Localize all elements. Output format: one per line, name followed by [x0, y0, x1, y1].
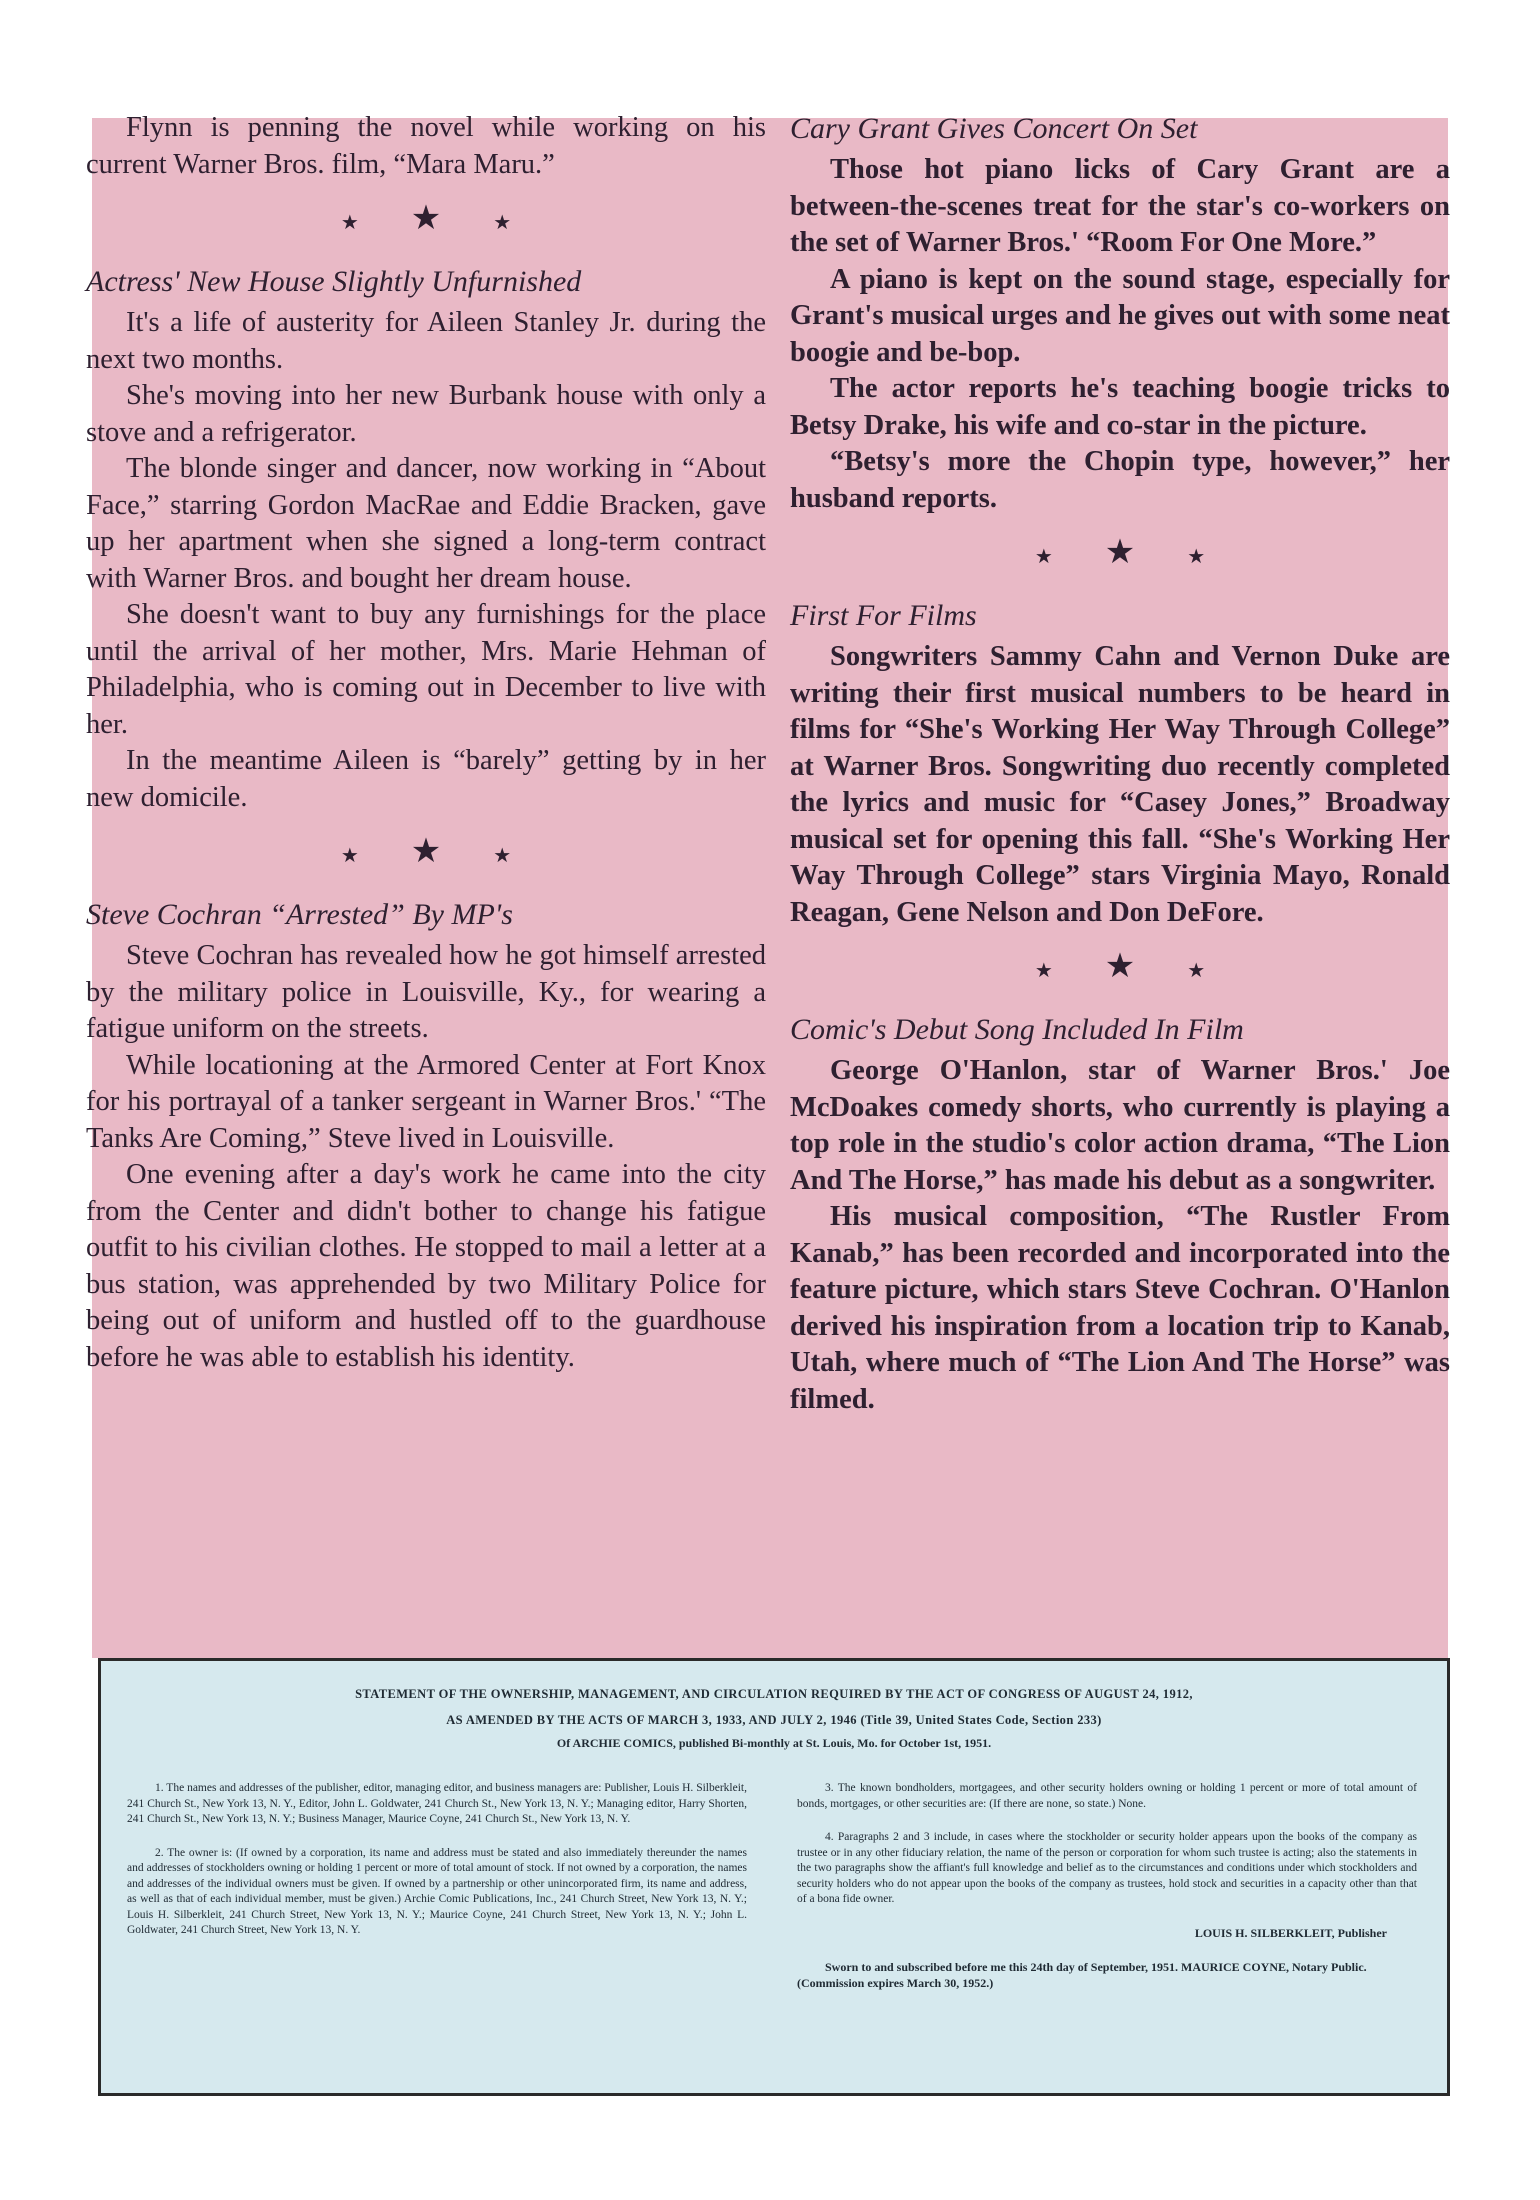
article-paragraph: The blonde singer and dancer, now working in “About Face,” starring Gordon MacRae and Eddie Bracken, gave up her apartment when she signed a long-term contract with Warner Bros. and bought her dream house.	[86, 453, 766, 594]
publisher-signature: LOUIS H. SILBERKLEIT, Publisher	[1194, 1925, 1387, 1940]
star-separator: ★ ★ ★	[340, 831, 512, 871]
article-paragraph: Steve Cochran has revealed how he got himself arrested by the military police in Louisville, Ky., for wearing a fatigue uniform on the streets.	[86, 940, 766, 1044]
article-paragraph: His musical composition, “The Rustler From Kanab,” has been recorded and incorporated into the feature picture, which stars Steve Cochran. O'Hanlon derived his inspiration from a location trip to Kanab, Utah, where much of “The Lion And The Horse” was filmed.	[790, 1201, 1450, 1415]
article-paragraph: Those hot piano licks of Cary Grant are a between-the-scenes treat for the star's co-workers on the set of Warner Bros.' “Room For One More.”	[790, 154, 1450, 258]
star-separator: ★ ★ ★	[1034, 532, 1206, 572]
statement-title: STATEMENT OF THE OWNERSHIP, MANAGEMENT, AND CIRCULATION REQUIRED BY THE ACT OF CONGRESS OF AUGUST 24, 1912, AS AMENDED BY THE ACTS OF MARCH 3, 1933, AND JULY 2, 1946 (Title 39, United States Code, Section 233)	[355, 1687, 1193, 1727]
statement-right-column	[797, 1781, 1417, 1991]
statement-paragraph: 3. The known bondholders, mortgagees, and other security holders owning or holding 1 percent or more of total amount of bonds, mortgages, or other securities are: (If there are none, so state.) None.	[797, 1782, 1417, 1810]
article-paragraph: It's a life of austerity for Aileen Stanley Jr. during the next two months.	[86, 307, 766, 375]
statement-columns	[127, 1781, 1421, 2077]
star-separator: ★ ★ ★	[340, 198, 512, 238]
statement-subtitle: Of ARCHIE COMICS, published Bi-monthly at St. Louis, Mo. for October 1st, 1951.	[556, 1736, 992, 1750]
intro-paragraph: Flynn is penning the novel while working on his current Warner Bros. film, “Mara Maru.”	[86, 112, 766, 180]
statement-paragraph: 4. Paragraphs 2 and 3 include, in cases where the stockholder or security holder appears upon the books of the company as trustee or in any other fiduciary relation, the name of the person or corporation for whom such trustee is acting; also the statements in the two paragraphs show the affiant's full knowledge and belief as to the circumstances and conditions under which stockholders and security holders who do not appear upon the books of the company as trustees, hold stock and securities in a capacity other than that of a bona fide owner.	[797, 1831, 1417, 1905]
article-headline: Actress' New House Slightly Unfurnished	[86, 265, 582, 298]
article-paragraph: The actor reports he's teaching boogie tricks to Betsy Drake, his wife and co-star in the picture.	[790, 373, 1450, 441]
ownership-statement-box	[98, 1658, 1450, 2096]
notary-statement: Sworn to and subscribed before me this 24th day of September, 1951. MAURICE COYNE, Notary Public. (Commission expires March 30, 1952.)	[797, 1960, 1367, 1990]
article-paragraph: One evening after a day's work he came into the city from the Center and didn't bother to change his fatigue outfit to his civilian clothes. He stopped to mail a letter at a bus station, was apprehended by two Military Police for being out of uniform and hustled off to the guardhouse before he was able to establish his identity.	[86, 1159, 766, 1373]
left-column	[86, 110, 766, 1376]
article-paragraph: She's moving into her new Burbank house with only a stove and a refrigerator.	[86, 380, 766, 448]
article-paragraph: George O'Hanlon, star of Warner Bros.' Joe McDoakes comedy shorts, who currently is playing a top role in the studio's color action drama, “The Lion And The Horse,” has made his debut as a songwriter.	[790, 1055, 1450, 1196]
article-headline: First For Films	[790, 599, 977, 632]
statement-left-column	[127, 1781, 747, 1957]
article-headline: Steve Cochran “Arrested” By MP's	[86, 898, 513, 931]
article-paragraph: While locationing at the Armored Center at Fort Knox for his portrayal of a tanker sergeant in Warner Bros.' “The Tanks Are Coming,” Steve lived in Louisville.	[86, 1049, 766, 1154]
article-headline: Comic's Debut Song Included In Film	[790, 1013, 1244, 1046]
article-paragraph: “Betsy's more the Chopin type, however,” her husband reports.	[790, 446, 1450, 514]
article-paragraph: A piano is kept on the sound stage, especially for Grant's musical urges and he gives out with some neat boogie and be-bop.	[790, 263, 1450, 368]
statement-paragraph: 1. The names and addresses of the publisher, editor, managing editor, and business managers are: Publisher, Louis H. Silberkleit, 241 Church St., New York 13, N. Y., Editor, John L. Goldwater, 241 Church St., New York 13, N. Y.; Managing editor, Harry Shorten, 241 Church St., New York 13, N. Y.; Business Manager, Maurice Coyne, 241 Church St., New York 13, N. Y.	[127, 1782, 747, 1825]
star-separator: ★ ★ ★	[1034, 946, 1206, 986]
article-paragraph: Songwriters Sammy Cahn and Vernon Duke are writing their first musical numbers to be heard in films for “She's Working Her Way Through College” at Warner Bros. Songwriting duo recently completed the lyrics and music for “Casey Jones,” Broadway musical set for opening this fall. “She's Working Her Way Through College” stars Virginia Mayo, Ronald Reagan, Gene Nelson and Don DeFore.	[790, 641, 1450, 928]
article-paragraph: She doesn't want to buy any furnishings for the place until the arrival of her mother, Mrs. Marie Hehman of Philadelphia, who is coming out in December to live with her.	[86, 599, 766, 740]
article-paragraph: In the meantime Aileen is “barely” getting by in her new domicile.	[86, 745, 766, 813]
statement-paragraph: 2. The owner is: (If owned by a corporation, its name and address must be stated and also immediately thereunder the names and addresses of stockholders owning or holding 1 percent or more of total amount of stock. If not owned by a corporation, the names and addresses of the individual owners must be given. If owned by a partnership or other unincorporated firm, its name and address, as well as that of each individual member, must be given.) Archie Comic Publications, Inc., 241 Church Street, New York 13, N. Y.; Louis H. Silberkleit, 241 Church Street, New York 13, N. Y.; Maurice Coyne, 241 Church Street, New York 13, N. Y.; John L. Goldwater, 241 Church Street, New York 13, N. Y.	[127, 1846, 747, 1936]
article-headline: Cary Grant Gives Concert On Set	[790, 112, 1198, 145]
right-column	[790, 110, 1450, 1418]
